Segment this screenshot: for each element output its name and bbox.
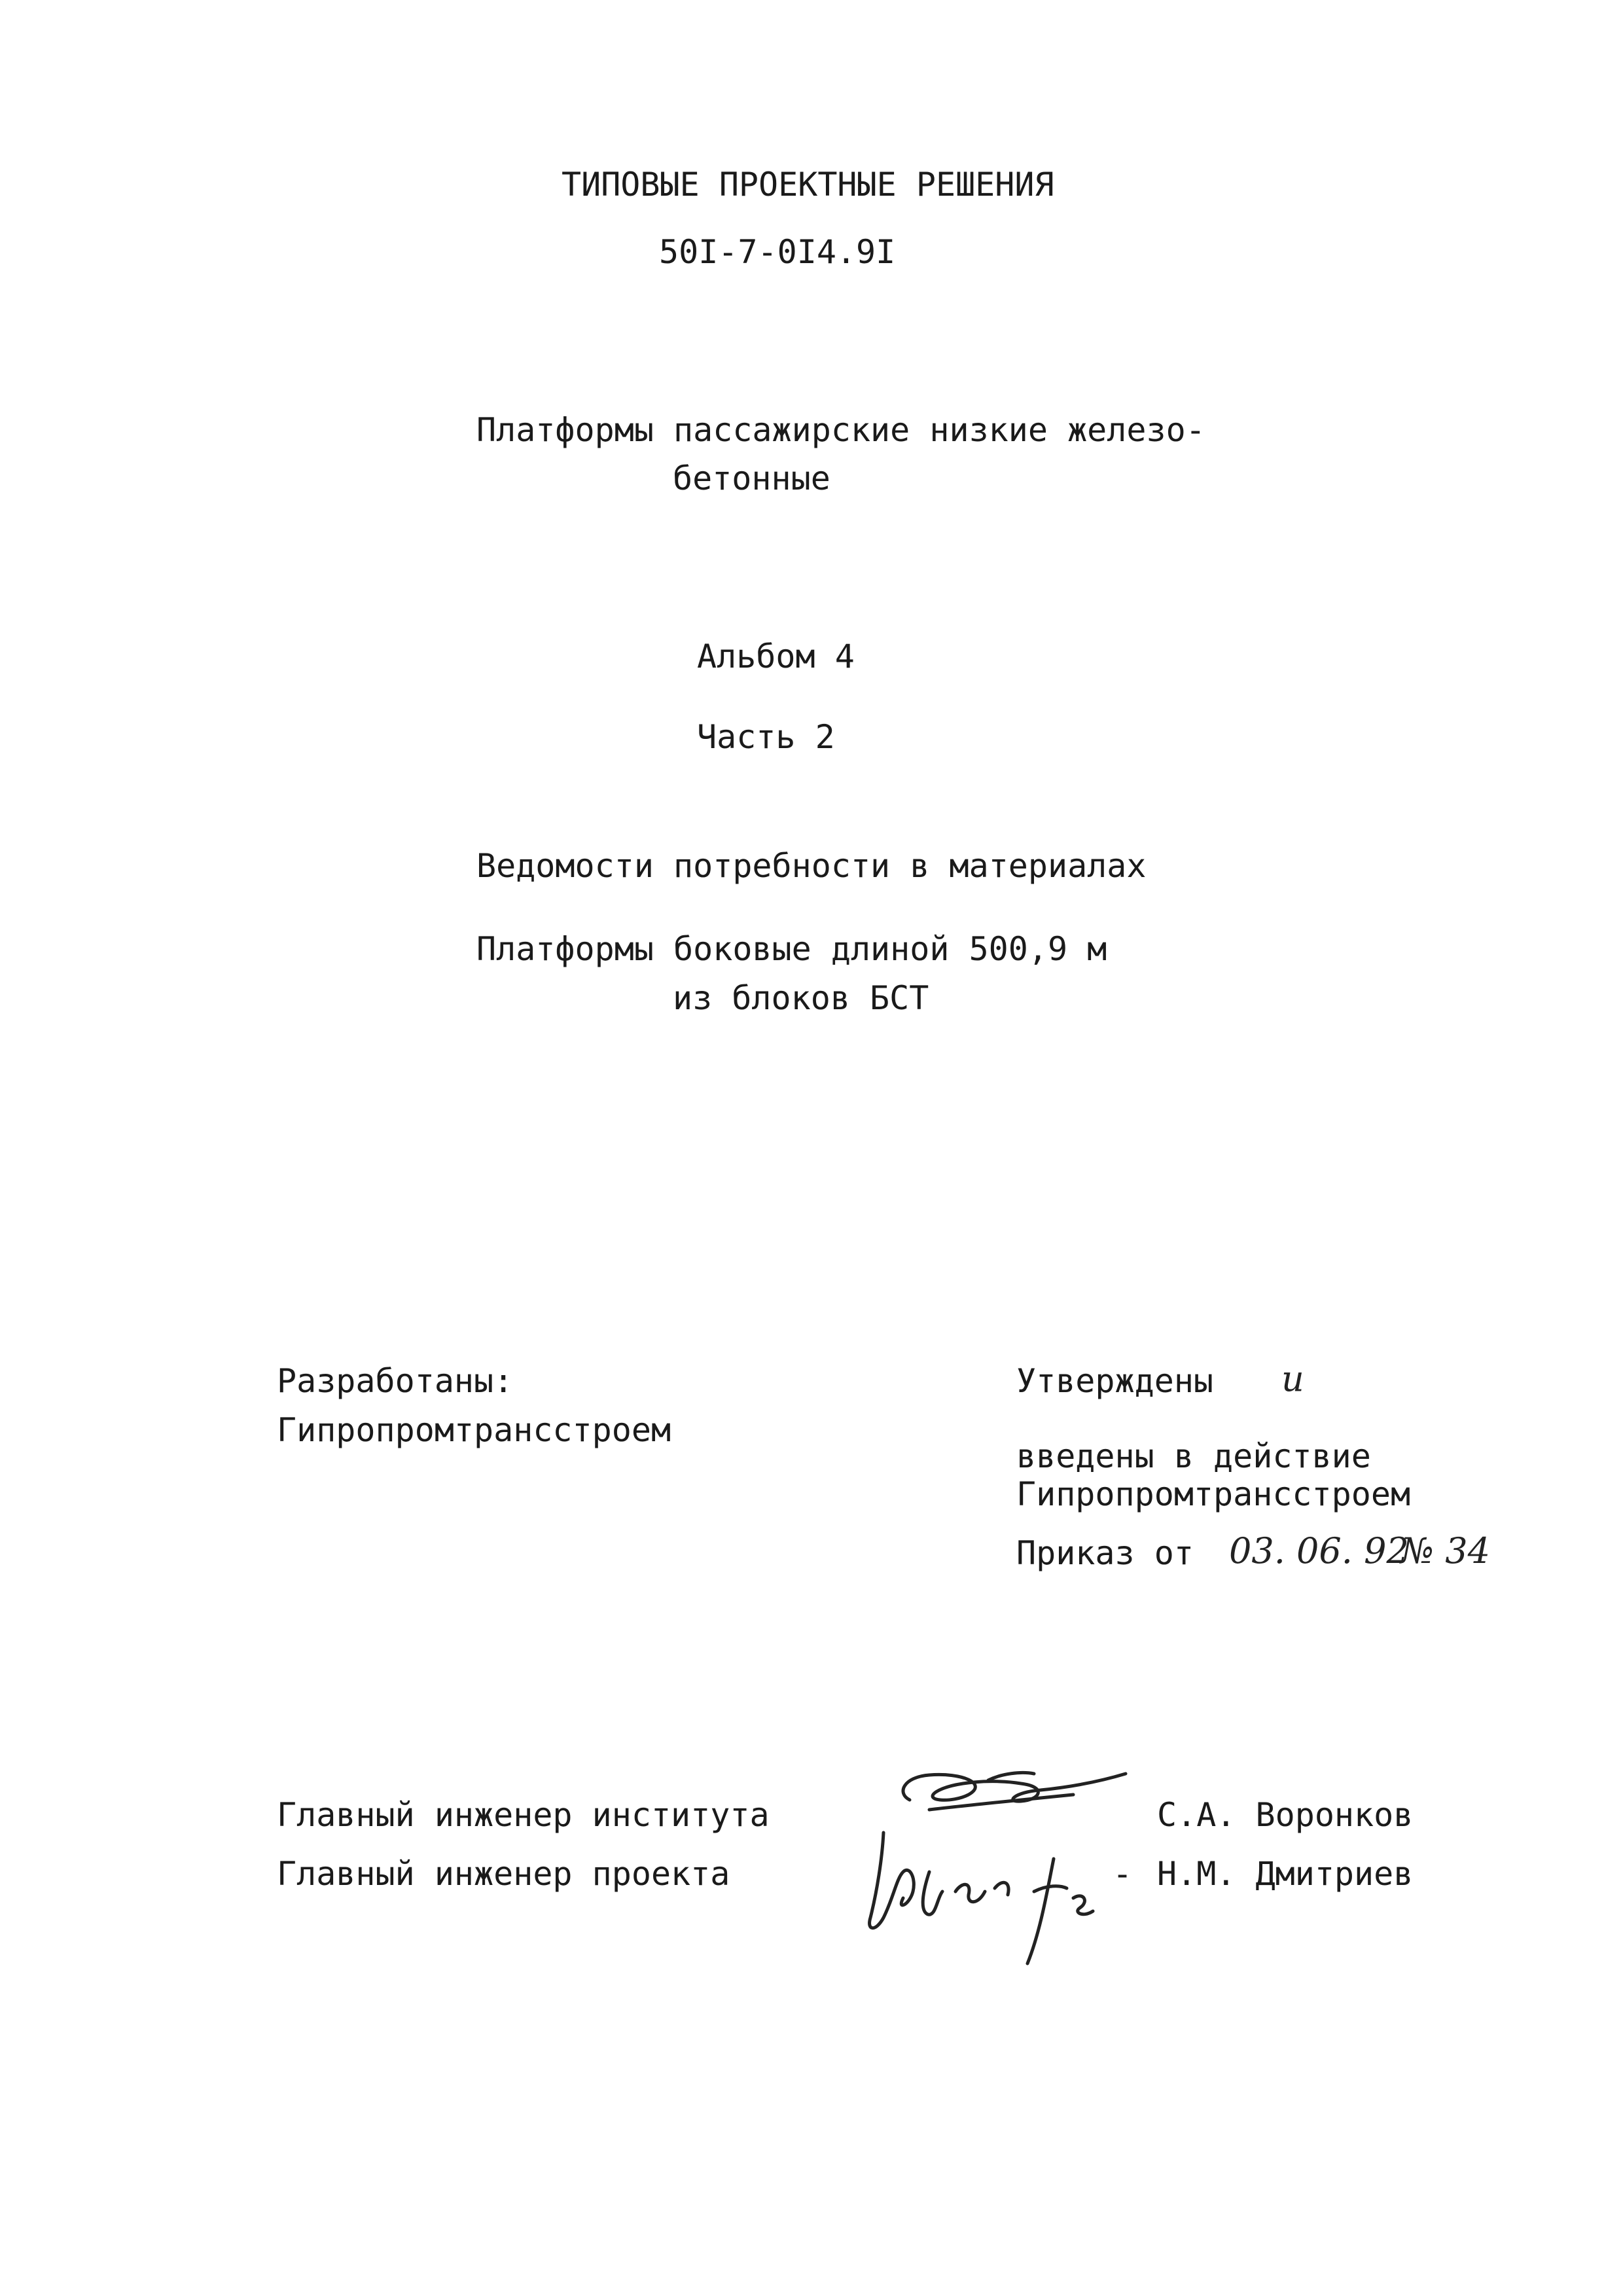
chief-project-role: Главный инженер проекта (277, 1855, 730, 1893)
dash: - (1113, 1855, 1133, 1893)
approved-org: Гипропромтрансстроем (1016, 1475, 1411, 1513)
developed-label: Разработаны: (277, 1362, 514, 1400)
chief-project-name: Н.М. Дмитриев (1157, 1855, 1414, 1893)
part-label: Часть 2 (697, 718, 835, 756)
album-label: Альбом 4 (697, 637, 855, 675)
order-label: Приказ от (1016, 1534, 1194, 1572)
approved-and: и (1281, 1358, 1304, 1399)
chief-institute-role: Главный инженер института (277, 1796, 770, 1834)
platform-line-1: Платформы боковые длиной 500,9 м (476, 930, 1107, 968)
order-date: 03. 06. 92 (1229, 1530, 1409, 1571)
series-title: ТИПОВЫЕ ПРОЕКТНЫЕ РЕШЕНИЯ (562, 166, 1054, 204)
title-line-1: Платформы пассажирские низкие железо- (476, 411, 1205, 449)
chief-institute-name: С.А. Воронков (1157, 1796, 1414, 1834)
platform-line-2: из блоков БСТ (673, 979, 929, 1017)
approved-label: Утверждены (1016, 1362, 1214, 1400)
signature-dmitriev (857, 1820, 1132, 1970)
order-number: № 34 (1400, 1530, 1490, 1571)
developed-org: Гипропромтрансстроем (277, 1411, 671, 1449)
approved-line-2: введены в действие (1016, 1437, 1371, 1475)
title-line-2: бетонные (673, 459, 830, 497)
statement-title: Ведомости потребности в материалах (476, 847, 1147, 885)
document-code: 50I-7-0I4.9I (659, 233, 896, 271)
